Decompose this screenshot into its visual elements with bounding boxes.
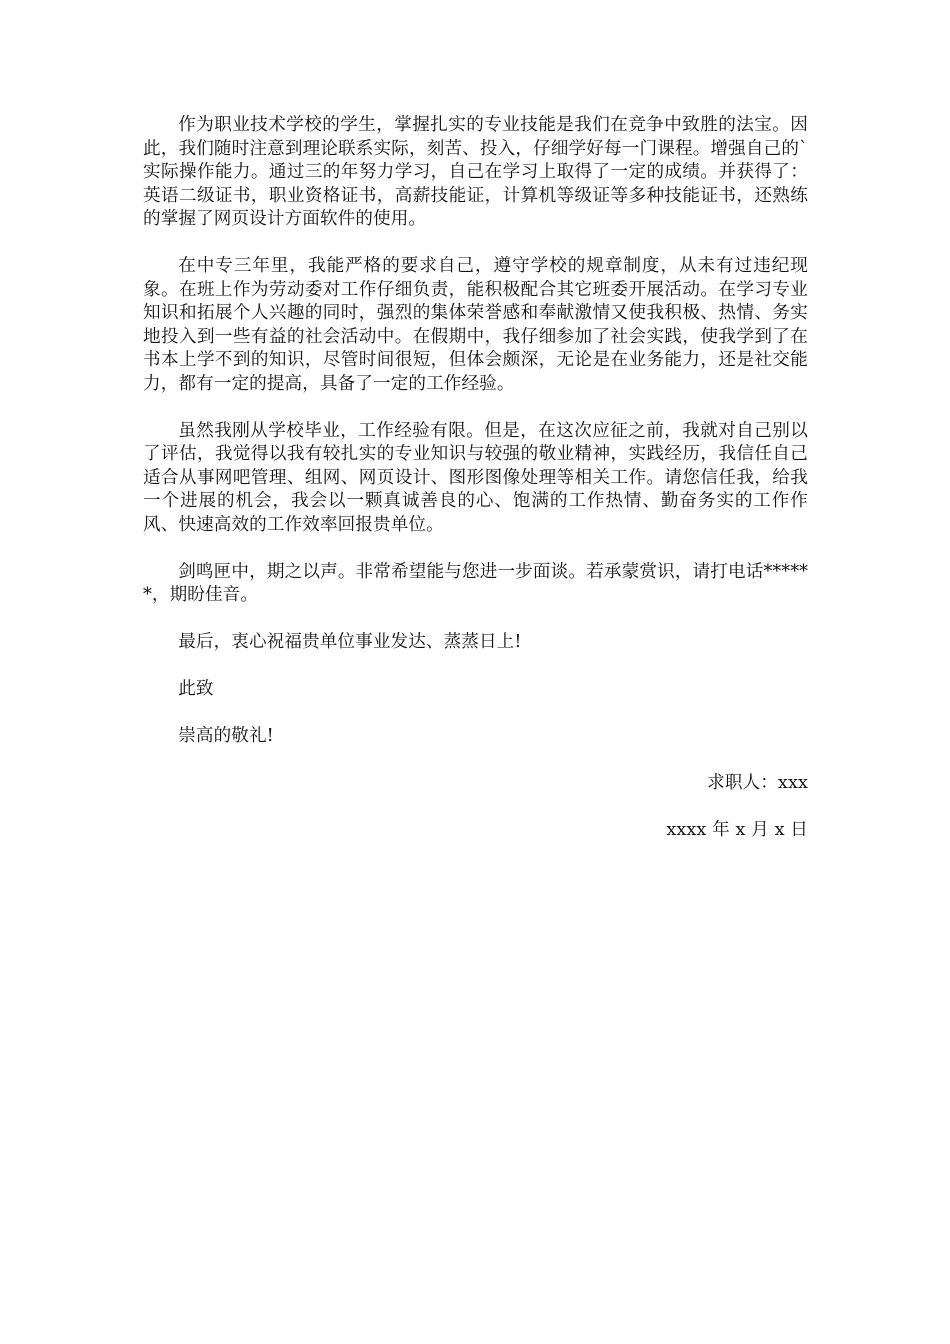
salutation-respect: 崇高的敬礼!	[178, 726, 274, 746]
paragraph-self-assessment: 虽然我刚从学校毕业，工作经验有限。但是，在这次应征之前，我就对自己别以了评估，我觉得以我有较扎实的专业知识与较强的敬业精神，实践经历，我信任自己适合从事网吧管理、组网、网页设计、图形图像处理等相关工作。请您信任我，给我一个进展的机会，我会以一颗真诚善良的心、饱满的工作热情、勤奋务实的工作作风、快速高效的工作效率回报贵单位。	[143, 420, 808, 535]
applicant-signature: 求职人：xxx	[707, 773, 808, 793]
paragraph-school-life: 在中专三年里，我能严格的要求自己，遵守学校的规章制度，从未有过违纪现象。在班上作为劳动委对工作仔细负责，能积极配合其它班委开展活动。在学习专业知识和拓展个人兴趣的同时，强烈的集体荣誉感和奉献激情又使我积极、热情、务实地投入到一些有益的社会活动中。在假期中，我仔细参加了社会实践，使我学到了在书本上学不到的知识，尽管时间很短，但体会颇深，无论是在业务能力，还是社交能力，都有一定的提高，具备了一定的工作经验。	[143, 256, 808, 394]
salutation-ci-zhi: 此致	[178, 679, 214, 699]
paragraph-contact-request: 剑鸣匣中，期之以声。非常希望能与您进一步面谈。若承蒙赏识，请打电话******，期盼佳音。	[143, 561, 808, 605]
closing-wish: 最后，衷心祝福贵单位事业发达、蒸蒸日上!	[178, 632, 522, 652]
letter-body	[143, 114, 808, 866]
paragraph-skills: 作为职业技术学校的学生，掌握扎实的专业技能是我们在竞争中致胜的法宝。因此，我们随时注意到理论联系实际，刻苦、投入，仔细学好每一门课程。增强自己的`实际操作能力。通过三的年努力学习，自己在学习上取得了一定的成绩。并获得了：英语二级证书，职业资格证书，高薪技能证，计算机等级证等多种技能证书，还熟练的掌握了网页设计方面软件的使用。	[143, 115, 808, 229]
letter-date: xxxx 年 x 月 x 日	[666, 820, 808, 840]
